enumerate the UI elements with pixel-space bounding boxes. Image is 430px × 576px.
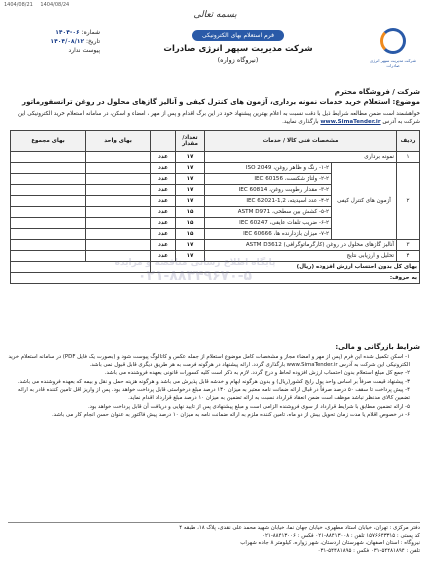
total-row bbox=[11, 262, 420, 273]
number-label: شماره: bbox=[81, 29, 100, 36]
unit-price-cell[interactable] bbox=[86, 218, 151, 229]
row-qty: ۱۷ bbox=[176, 174, 205, 185]
row-unit: عدد bbox=[151, 240, 176, 251]
row-desc: ۶-۲- ضریب تلفات عایقی، IEC 60247 bbox=[205, 218, 332, 229]
unit-price-cell[interactable] bbox=[86, 163, 151, 174]
unit-price-cell[interactable] bbox=[86, 196, 151, 207]
row-desc: ۴-۲- عدد اسیدیته، IEC 62021-1,2 bbox=[205, 196, 332, 207]
logo-caption: شرکت مدیریت سپهر انرژی صادرات bbox=[370, 58, 416, 68]
intro-paragraph bbox=[8, 110, 420, 126]
logo-mark-icon bbox=[380, 28, 406, 54]
unit-price-cell[interactable] bbox=[86, 240, 151, 251]
total-price-cell[interactable] bbox=[11, 251, 86, 262]
watermark-text: پایگاه اطلاع رسانی مناقصه و مزایده bbox=[114, 258, 276, 268]
table-row bbox=[11, 251, 420, 262]
row-unit: عدد bbox=[151, 152, 176, 163]
row-qty: ۱۵ bbox=[176, 207, 205, 218]
col-unitprice-header: بهای واحد bbox=[86, 131, 151, 152]
total-in-letters-label: به حروف: bbox=[11, 273, 420, 284]
addressee: شرکت / فروشگاه محترم bbox=[334, 88, 420, 96]
row-unit: عدد bbox=[151, 163, 176, 174]
total-price-cell[interactable] bbox=[11, 218, 86, 229]
total-price-cell[interactable] bbox=[11, 207, 86, 218]
row-qty: ۱۷ bbox=[176, 152, 205, 163]
total-price-cell[interactable] bbox=[11, 240, 86, 251]
unit-price-cell[interactable] bbox=[86, 251, 151, 262]
col-unit-header bbox=[151, 131, 176, 152]
row-qty: ۱۷ bbox=[176, 251, 205, 262]
row-number: ۴ bbox=[397, 251, 420, 262]
footer-plant-address: نیروگاه : استان اصفهان، شهرستان اردستان، شهر زواره، کیلومتر ۸ جاده شهراب bbox=[240, 540, 420, 547]
bismillah: بسمه تعالی bbox=[193, 10, 237, 20]
total-price-cell[interactable] bbox=[11, 196, 86, 207]
unit-price-cell[interactable] bbox=[86, 174, 151, 185]
row-unit: عدد bbox=[151, 196, 176, 207]
top-dates bbox=[4, 2, 75, 8]
company-name: شرکت مدیریت سپهر انرژی صادرات bbox=[163, 44, 313, 54]
unit-price-cell[interactable] bbox=[86, 229, 151, 240]
intro-text: خواهشمند است ضمن مطالعه شرایط ذیل با دقت نسبت به اعلام بهترین پیشنهاد خود در این برگ اقدام و پس از مهر ، امضاء و اسکن، در سامانه استعلام خرید الکترونیکی این شرکت به آدرس bbox=[18, 111, 420, 125]
row-unit: عدد bbox=[151, 185, 176, 196]
terms-item: ۶- در خصوص اقلام یا مدت زمان تحویل بیش از دو ماه، تامین کننده ملزم به ارائه ضمانت نامه به میزان ۱۰ درصد پیش فاکتور به عنوان حسن انجام کار می باشد. bbox=[51, 412, 410, 419]
row-qty: ۱۷ bbox=[176, 163, 205, 174]
terms-list bbox=[8, 354, 420, 420]
letter-date: ۱۴۰۴/۰۸/۱۲ bbox=[50, 38, 85, 45]
unit-price-cell[interactable] bbox=[86, 185, 151, 196]
row-desc: ۱-۲- رنگ و ظاهر روغن، ISO 2049 bbox=[205, 163, 332, 174]
letter-meta bbox=[10, 28, 100, 55]
footer-plant-phone: تلفن : ۵۴۴۸۱۸۹۴-۰۳۱ فکس : ۵۴۴۸۱۸۹۵-۰۳۱ bbox=[317, 547, 420, 554]
group-label: آزمون های کنترل کیفی bbox=[332, 163, 397, 240]
row-desc: آنالیز گازهای محلول در روغن (کارگرماتوگرافی) ASTM D3612 bbox=[205, 240, 397, 251]
date-label: تاریخ: bbox=[86, 38, 100, 45]
total-words-row bbox=[11, 273, 420, 284]
terms-item: ۱- اسکن تکمیل شده این فرم (پس از مهر و امضاء مجاز و مشخصات کامل موضوع استعلام از جمله عکس و کاتالوگ پیوست شود و (بصورت یک فایل PDF) در سامانه استعلام خرید الکترونیکی این شرکت به آدرس www.SimaTender.ir بارگذاری گردد. ارائه پیشنهاد در هرگونه فرمت به هر طریق دیگری قابل قبول نمی باشد. bbox=[8, 354, 410, 368]
row-number: ۳ bbox=[397, 240, 420, 251]
simatender-link[interactable]: www.SimaTender.ir bbox=[320, 119, 381, 125]
letterhead bbox=[8, 22, 422, 74]
grand-total-cell[interactable] bbox=[11, 262, 151, 273]
row-desc: نمونه برداری bbox=[205, 152, 397, 163]
intro-end: بارگذاری نمایید. bbox=[282, 119, 319, 125]
table-header-row bbox=[11, 131, 420, 152]
col-spec-header: مشخصات فنی کالا / خدمات bbox=[205, 131, 397, 152]
row-unit: عدد bbox=[151, 218, 176, 229]
row-unit: عدد bbox=[151, 229, 176, 240]
row-desc: ۷-۲- میزان بازدارنده ها، IEC 60666 bbox=[205, 229, 332, 240]
company-logo bbox=[370, 24, 416, 70]
terms-section bbox=[8, 343, 420, 421]
col-qty-header: تعداد/مقدار bbox=[176, 131, 205, 152]
row-unit: عدد bbox=[151, 174, 176, 185]
total-price-cell[interactable] bbox=[11, 163, 86, 174]
terms-item: ۵- ارائه تضمین مطابق با شرایط قرارداد از سوی فروشنده الزامی است و مبلغ پیشنهادی پس از تایید نهایی و دریافت آن قابل پرداخت خواهد بود. bbox=[87, 403, 410, 410]
row-unit: عدد bbox=[151, 251, 176, 262]
total-price-cell[interactable] bbox=[11, 174, 86, 185]
row-desc: ۲-۲- ولتاژ شکست، IEC 60156 bbox=[205, 174, 332, 185]
header-center bbox=[158, 22, 318, 64]
row-number: ۱ bbox=[397, 152, 420, 163]
form-title-badge: فرم استعلام بهای الکترونیکی bbox=[192, 30, 284, 41]
terms-title: شرایط بازرگانی و مالی: bbox=[335, 343, 420, 351]
footer-phone: کد پستی : ۱۵۷۶۶۴۳۳۱۵ تلفن : ۸۸۴۱۳۰۰۸-۰۲۱ فکس : ۸۸۴۱۳۰۰۶-۰۲۱ bbox=[262, 532, 420, 539]
table-row bbox=[11, 163, 420, 174]
items-table bbox=[10, 130, 420, 284]
total-price-cell[interactable] bbox=[11, 229, 86, 240]
row-qty: ۱۵ bbox=[176, 229, 205, 240]
watermark-phone: ۰۲۱-۸۸۳۴۹۶۷۰-۵ bbox=[137, 268, 253, 284]
row-qty: ۱۵ bbox=[176, 218, 205, 229]
row-qty: ۱۷ bbox=[176, 196, 205, 207]
letter-number: ۰۶-۱۴۰۴ bbox=[55, 29, 80, 36]
subject: موضوع: استعلام خرید خدمات نمونه برداری، آزمون های کنترل کیفی و آنالیز گازهای محلول در روغن ترانسفورماتور bbox=[22, 98, 420, 106]
row-number: ۲ bbox=[397, 163, 420, 240]
row-unit: عدد bbox=[151, 207, 176, 218]
footer-contact bbox=[8, 522, 420, 555]
terms-item: ۳- پیشنهاد قیمت صرفاً بر اساس واحد پول رایج کشور(ریال) و بدون هرگونه ابهام و خدشه قابل پذیرش می باشد و هرگونه هزینه حمل و نقل و بیمه که بعهده فروشنده می باشد. bbox=[17, 378, 410, 385]
row-desc: ۳-۲- مقدار رطوبت روغن، IEC 60814 bbox=[205, 185, 332, 196]
unit-price-cell[interactable] bbox=[86, 207, 151, 218]
row-desc: ۵-۲- کشش بین سطحی، ASTM D971 bbox=[205, 207, 332, 218]
unit-price-cell[interactable] bbox=[86, 152, 151, 163]
row-qty: ۱۷ bbox=[176, 185, 205, 196]
top-date-1: 1404/08/21 bbox=[4, 2, 33, 8]
terms-item: ۴- پیش پرداخت تا سقف ۵۰ درصد صرفاً در قبال ارائه ضمانت نامه معتبر به میزان ۱۳۰ درصد مبلغ درخواستی قابل پرداخت خواهد بود. پس از واریز اقل تامین کننده قادر به ارائه تضمین کالای مدنظر نباشد موظف است ضمن انعقاد قرارداد نسبت به ارائه تضمین به میزان ۱۰ درصد مبلغ قرارداد اقدام نماید. bbox=[17, 387, 410, 401]
branch-name: (نیروگاه زواره) bbox=[217, 56, 259, 64]
terms-item: ۲- جمع کل مبلغ استعلام بدون احتساب ارزش افزوده لحاظ و درج گردد. لازم به ذکر است کلیه کسورات قانونی بعهده فروشنده می باشد. bbox=[104, 370, 410, 377]
row-desc: تحلیل و ارزیابی نتایج bbox=[205, 251, 397, 262]
top-date-2: 1404/08/24 bbox=[40, 2, 70, 8]
footer-address: دفتر مرکزی : تهران، خیابان استاد مطهری، خیابان جهان نما، خیابان شهید محمد علی نقدی، پلاک ۱۸، طبقه ۴ bbox=[179, 525, 420, 531]
col-row-header: ردیف bbox=[397, 131, 420, 152]
total-label: بهای کل بدون احتساب ارزش افزوده (ریال) bbox=[151, 262, 420, 273]
total-price-cell[interactable] bbox=[11, 152, 86, 163]
table-row bbox=[11, 240, 420, 251]
table-row bbox=[11, 152, 420, 163]
total-price-cell[interactable] bbox=[11, 185, 86, 196]
attachment-note: پیوست ندارد bbox=[68, 47, 100, 54]
row-qty: ۱۷ bbox=[176, 240, 205, 251]
col-total-header: بهای مجموع bbox=[11, 131, 86, 152]
